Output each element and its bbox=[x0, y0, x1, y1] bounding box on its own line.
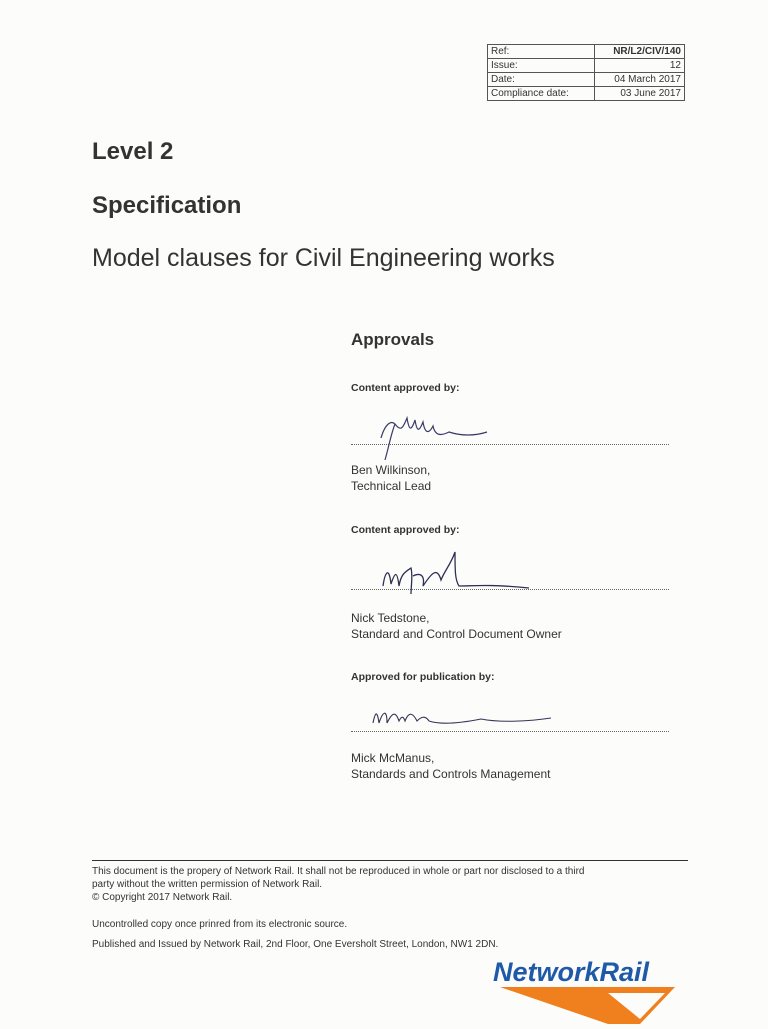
approval-block-1 bbox=[351, 382, 671, 492]
ownership-line-2: party without the written permission of Network Rail. bbox=[92, 879, 323, 890]
issue-key: Issue: bbox=[488, 59, 595, 73]
date-row bbox=[488, 73, 685, 87]
level-heading: Level 2 bbox=[92, 138, 174, 165]
approver-role: Technical Lead bbox=[351, 479, 432, 493]
compliance-date-key: Compliance date: bbox=[488, 87, 595, 101]
approval-block-2 bbox=[351, 524, 671, 644]
ref-row bbox=[488, 45, 685, 59]
approval-label: Content approved by: bbox=[351, 382, 460, 394]
approver-role: Standards and Controls Management bbox=[351, 767, 551, 781]
issue-value: 12 bbox=[595, 59, 685, 73]
network-rail-logo bbox=[490, 955, 690, 1024]
approver-name: Nick Tedstone, bbox=[351, 611, 430, 625]
signature-line bbox=[351, 402, 669, 445]
signature-image bbox=[351, 693, 561, 743]
footer-divider bbox=[92, 860, 688, 861]
approvals-heading: Approvals bbox=[351, 330, 435, 349]
ownership-statement bbox=[92, 865, 692, 904]
copyright-line: © Copyright 2017 Network Rail. bbox=[92, 892, 233, 903]
signature-line bbox=[351, 546, 669, 590]
signature-image bbox=[351, 402, 501, 462]
date-key: Date: bbox=[488, 73, 595, 87]
publisher-line: Published and Issued by Network Rail, 2nd Floor, One Eversholt Street, London, NW1 2DN. bbox=[92, 939, 499, 950]
logo-wordmark: NetworkRail bbox=[493, 957, 650, 987]
approver-name: Ben Wilkinson, bbox=[351, 463, 431, 477]
signature-line bbox=[351, 693, 669, 732]
compliance-date-row bbox=[488, 87, 685, 101]
approval-label: Content approved by: bbox=[351, 524, 460, 536]
specification-heading: Specification bbox=[92, 192, 242, 219]
document-reference-table bbox=[487, 44, 685, 101]
date-value: 04 March 2017 bbox=[595, 73, 685, 87]
document-title: Model clauses for Civil Engineering works bbox=[92, 244, 555, 272]
approval-label: Approved for publication by: bbox=[351, 671, 495, 683]
ownership-line-1: This document is the propery of Network Rail. It shall not be reproduced in whole or part nor disclosed to a third bbox=[92, 866, 585, 877]
approval-block-3 bbox=[351, 671, 671, 786]
ref-key: Ref: bbox=[488, 45, 595, 59]
ref-value: NR/L2/CIV/140 bbox=[595, 45, 685, 59]
approver-name: Mick McManus, bbox=[351, 751, 435, 765]
uncontrolled-copy-note: Uncontrolled copy once prinred from its electronic source. bbox=[92, 919, 348, 930]
issue-row bbox=[488, 59, 685, 73]
compliance-date-value: 03 June 2017 bbox=[595, 87, 685, 101]
approver-role: Standard and Control Document Owner bbox=[351, 627, 562, 641]
